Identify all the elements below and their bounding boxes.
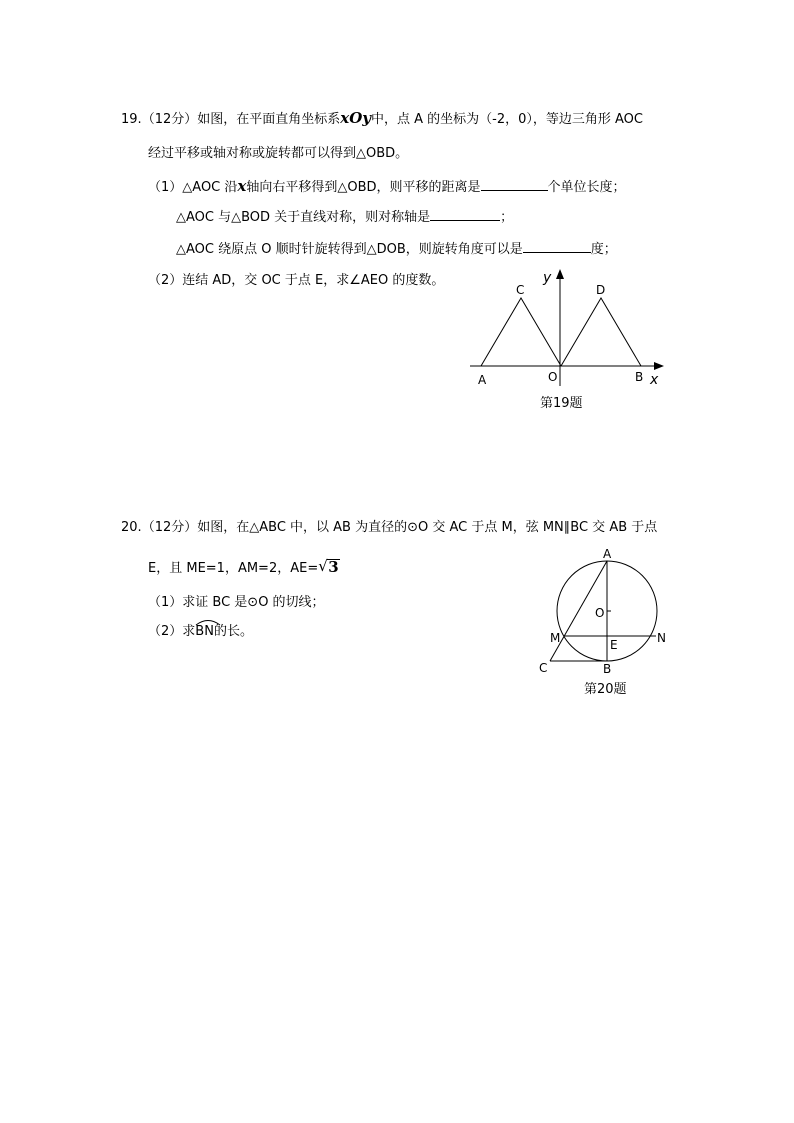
q19-part1-c: 个单位长度； [547, 180, 626, 195]
q20-label-e: E [610, 638, 618, 652]
q19-part1-line3-a: △AOC 绕原点 O 顺时针旋转得到△DOB，则旋转角度可以是 [176, 242, 523, 257]
q19-intro-c: 经过平移或轴对称或旋转都可以得到△OBD。 [148, 146, 409, 161]
q19-answer-blank-distance[interactable] [481, 178, 548, 191]
q19-axis-x-text: x [237, 177, 247, 195]
q20-label-n: N [657, 631, 666, 645]
q19-triangle-aoc [481, 298, 561, 366]
q19-part2 [148, 272, 444, 290]
q19-intro-a: 如图，在平面直角坐标系 [197, 112, 341, 127]
q19-coordinate-system: xOy [340, 109, 371, 127]
q20-sqrt-value: 3 [328, 558, 339, 576]
q20-label-a: A [603, 547, 612, 561]
q20-intro-b: E，且 ME=1，AM=2，AE= [148, 561, 319, 576]
q20-label-m: M [550, 631, 561, 645]
q19-intro-line [121, 109, 643, 129]
q20-part1-text: （1）求证 BC 是⊙O 的切线； [148, 595, 325, 610]
q19-part1-a: △AOC 沿 [182, 180, 238, 195]
q19-intro-line-2 [148, 145, 408, 163]
q19-triangle-obd [561, 298, 641, 366]
q19-label-d: D [596, 283, 606, 297]
q20-part1 [148, 594, 325, 612]
q20-intro-a: 如图，在△ABC 中，以 AB 为直径的⊙O 交 AC 于点 M，弦 MN∥BC 交 AB 于点 [197, 520, 658, 535]
q20-label-o: O [595, 606, 605, 620]
q19-label-b: B [635, 370, 644, 384]
q19-part1-line2 [176, 208, 513, 227]
q19-label-y: y [543, 270, 552, 286]
q19-answer-blank-axis[interactable] [430, 208, 500, 221]
q20-part2-a: （2）求 [148, 624, 196, 639]
q19-part1-line2-b: ； [500, 210, 514, 225]
q19-label-a: A [478, 373, 487, 387]
q19-part1-line3 [176, 240, 617, 259]
q20-number: 20. [121, 520, 142, 535]
q19-y-axis-arrow [556, 269, 564, 279]
q20-label-b: B [603, 662, 612, 676]
q19-label-c: C [516, 283, 525, 297]
q20-points: （12分） [141, 520, 198, 535]
q20-figure-caption: 第20题 [584, 682, 627, 697]
q19-part1-line2-a: △AOC 与△BOD 关于直线对称，则对称轴是 [176, 210, 431, 225]
q20-part2 [148, 623, 253, 641]
arc-mark-icon [195, 618, 221, 626]
q20-part2-b: 的长。 [213, 624, 253, 639]
q19-part1-line3-b: 度； [590, 242, 617, 257]
q19-x-axis-arrow [654, 362, 664, 370]
q19-label-o: O [548, 370, 558, 384]
q20-sqrt-expression: √ 3 [318, 557, 339, 576]
q19-part1-prefix: （1） [148, 180, 183, 195]
q20-arc-bn [195, 623, 214, 641]
q19-points: （12分） [141, 112, 198, 127]
q20-intro-line [121, 519, 657, 537]
q19-label-x: x [650, 372, 659, 388]
q19-part1-b: 轴向右平移得到△OBD，则平移的距离是 [246, 180, 481, 195]
q19-part1-line1 [148, 177, 626, 197]
q20-intro-line-2 [148, 558, 339, 578]
q19-intro-b: 中，点 A 的坐标为（-2，0），等边三角形 AOC [370, 112, 643, 127]
q19-number: 19. [121, 112, 142, 127]
q19-figure-caption: 第19题 [540, 396, 583, 411]
q20-figure [530, 545, 690, 703]
q19-figure [460, 262, 680, 412]
q19-part2-text: （2）连结 AD，交 OC 于点 E，求∠AEO 的度数。 [148, 273, 445, 288]
q19-answer-blank-angle[interactable] [523, 240, 591, 253]
q20-arc-label: BN [195, 624, 214, 639]
q20-label-c: C [539, 661, 548, 675]
